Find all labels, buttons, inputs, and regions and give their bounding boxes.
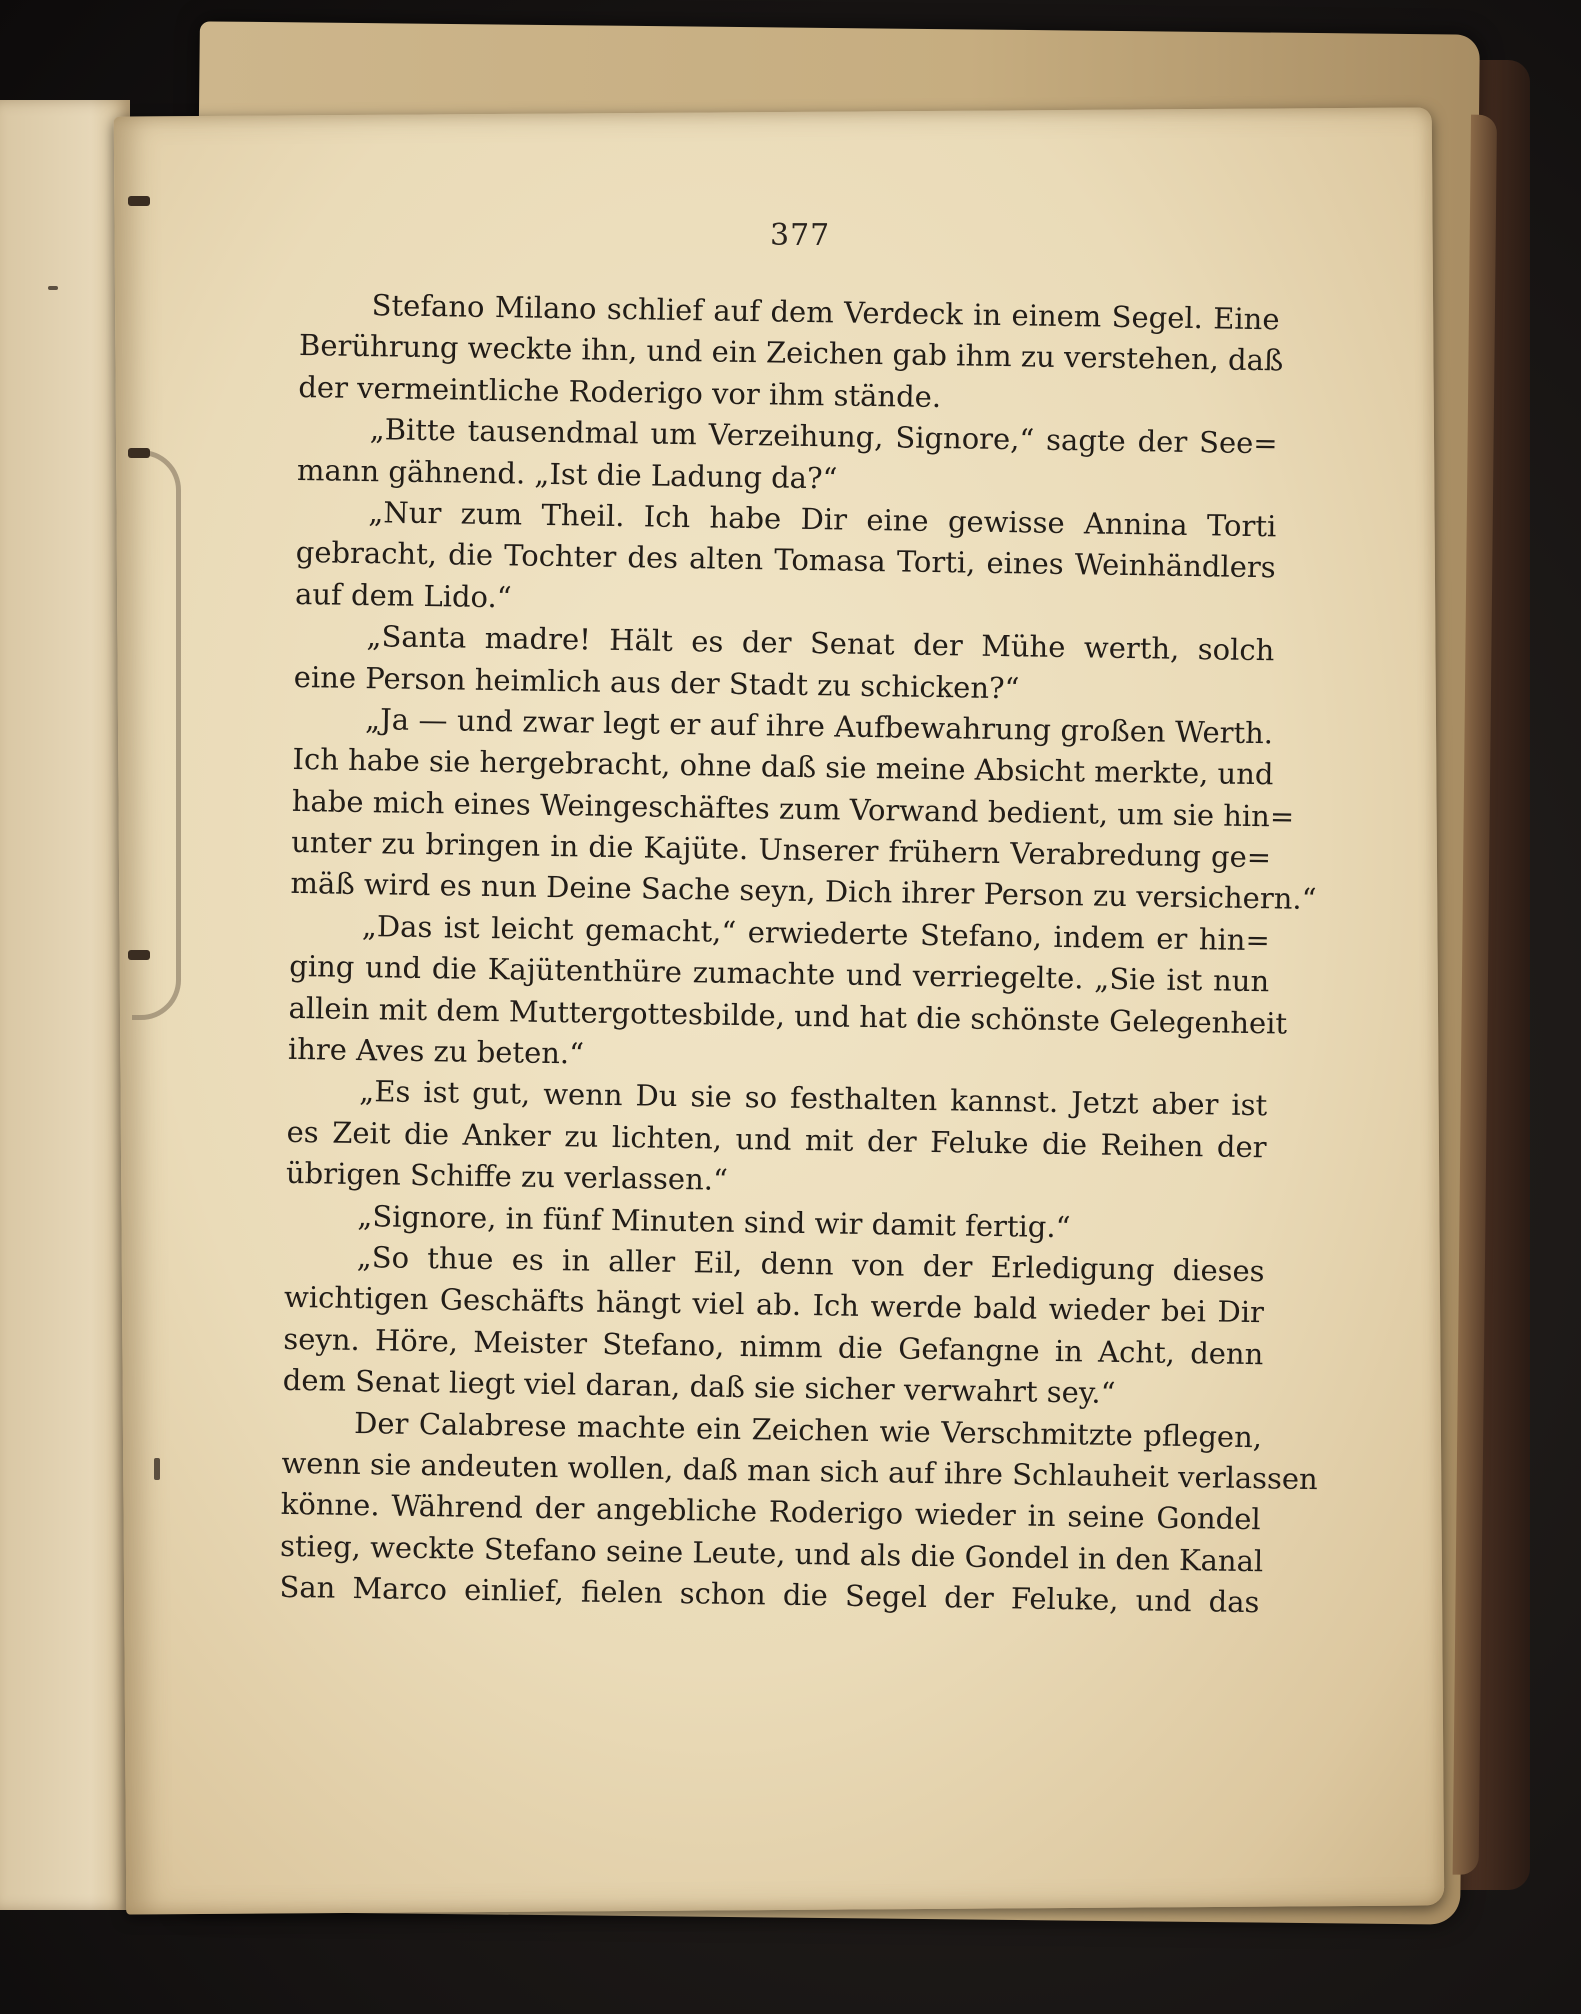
binding-stitch — [128, 196, 150, 206]
text-line: „Bitte tausendmal um Verzeihung, Signore,“ sagte der See= — [369, 412, 1278, 461]
text-line: mann gähnend. „Ist die Ladung da?“ — [296, 452, 838, 496]
paper-fleck — [48, 286, 58, 290]
text-line: dem Senat liegt viel daran, daß sie sicher verwahrt sey.“ — [282, 1363, 1116, 1411]
text-line: auf dem Lido.“ — [294, 576, 512, 615]
paper-fleck — [154, 1458, 160, 1480]
text-line: stieg, weckte Stefano seine Leute, und als die Gondel in den Kanal — [279, 1528, 1264, 1579]
text-line: übrigen Schiffe zu verlassen.“ — [285, 1156, 729, 1198]
text-line: ging und die Kajütenthüre zumachte und verriegelte. „Sie ist nun — [289, 949, 1270, 999]
text-line: habe mich eines Weingeschäftes zum Vorwand bedient, um sie hin= — [291, 783, 1295, 834]
text-line: der vermeintliche Roderigo vor ihm stände. — [298, 369, 942, 414]
text-line: gebracht, die Tochter des alten Tomasa Torti, eines Weinhändlers — [295, 535, 1276, 585]
text-line: ihre Aves zu beten.“ — [287, 1031, 585, 1071]
text-line: allein mit dem Muttergottesbilde, und hat die schönste Gelegenheit — [288, 990, 1288, 1041]
text-line: „Das ist leicht gemacht,“ erwiederte Stefano, indem er hin= — [361, 908, 1271, 958]
text-line: „So thue es in aller Eil, denn von der Erledigung dieses — [356, 1239, 1265, 1289]
text-line: Der Calabrese machte ein Zeichen wie Verschmitzte pflegen, — [353, 1405, 1263, 1454]
left-page — [0, 100, 130, 1910]
text-line: „Es ist gut, wenn Du sie so festhalten kannst. Jetzt aber ist — [359, 1074, 1268, 1123]
text-line: seyn. Höre, Meister Stefano, nimm die Gefangne in Acht, denn — [283, 1321, 1264, 1372]
binding-stitch — [128, 950, 150, 960]
text-line: San Marco einlief, fielen schon die Segel der Feluke, und das — [279, 1569, 1260, 1620]
text-line: „Santa madre! Hält es der Senat der Mühe werth, solch — [366, 619, 1275, 668]
text-line: mäß wird es nun Deine Sache seyn, Dich ihrer Person zu versichern.“ — [290, 866, 1317, 917]
text-line: unter zu bringen in die Kajüte. Unserer frühern Verabredung ge= — [290, 825, 1272, 875]
text-line: könne. Während der angebliche Roderigo wieder in seine Gondel — [280, 1487, 1261, 1537]
page-number: 377 — [770, 218, 831, 253]
text-line: „Ja — und zwar legt er auf ihre Aufbewahrung großen Werth. — [364, 701, 1274, 751]
body-text — [279, 284, 1319, 1624]
text-line: wichtigen Geschäfts hängt viel ab. Ich werde bald wieder bei Dir — [283, 1280, 1265, 1330]
text-line: Berührung weckte ihn, und ein Zeichen gab ihm zu verstehen, daß — [298, 328, 1284, 378]
text-line: Stefano Milano schlief auf dem Verdeck in einem Segel. Eine — [371, 288, 1280, 337]
text-line: „Signore, in fünf Minuten sind wir damit fertig.“ — [357, 1198, 1071, 1244]
text-line: es Zeit die Anker zu lichten, und mit der Feluke die Reihen der — [286, 1114, 1267, 1165]
text-line: „Nur zum Theil. Ich habe Dir eine gewisse Annina Torti — [368, 495, 1277, 544]
binding-stitch — [128, 448, 150, 458]
text-line: Ich habe sie hergebracht, ohne daß sie meine Absicht merkte, und — [292, 742, 1274, 792]
text-line: eine Person heimlich aus der Stadt zu schicken?“ — [293, 659, 1020, 705]
text-line: wenn sie andeuten wollen, daß man sich auf ihre Schlauheit verlassen — [281, 1445, 1319, 1497]
binding-thread — [132, 450, 181, 1020]
